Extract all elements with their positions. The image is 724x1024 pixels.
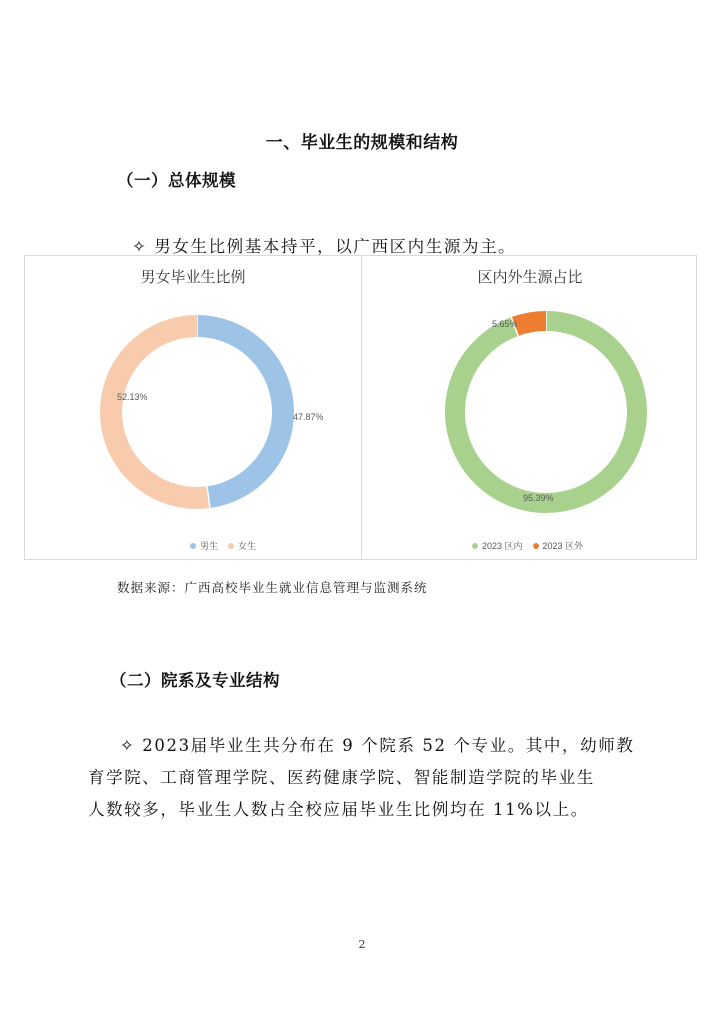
legend-swatch-female — [228, 543, 234, 549]
chart2-svg — [362, 256, 698, 559]
paragraph-line-3: 人数较多，毕业生人数占全校应届毕业生比例均在 11%以上。 — [88, 800, 589, 819]
chart2-title: 区内外生源占比 — [477, 268, 583, 286]
bullet-gender-origin: ✧ 男女生比例基本持平，以广西区内生源为主。 — [132, 237, 517, 256]
donut-slice-1 — [111, 326, 208, 498]
legend-label-outside: 2023 区外 — [542, 541, 584, 551]
subsection-title-department-structure: （二）院系及专业结构 — [110, 671, 280, 690]
legend-swatch-outside — [533, 543, 539, 549]
charts-container — [24, 255, 697, 560]
donut-slice-0 — [197, 326, 283, 497]
chart1-label-male: 47.87% — [293, 412, 324, 422]
legend-label-male: 男生 — [200, 541, 219, 551]
chart1-title: 男女毕业生比例 — [140, 268, 246, 286]
legend-swatch-male — [190, 543, 196, 549]
paragraph-line-2: 育学院、工商管理学院、医药健康学院、智能制造学院的毕业生 — [88, 768, 595, 787]
subsection-title-overall-scale: （一）总体规模 — [117, 171, 236, 190]
donut-slice-1 — [515, 321, 546, 327]
chart2-legend — [472, 539, 583, 552]
data-source-note: 数据来源：广西高校毕业生就业信息管理与监测系统 — [117, 580, 428, 595]
section-title: 一、毕业生的规模和结构 — [265, 133, 459, 153]
legend-label-inside: 2023 区内 — [482, 541, 523, 551]
chart1-label-female: 52.13% — [117, 392, 148, 402]
page-number: 2 — [358, 938, 366, 951]
chart1-legend — [190, 539, 256, 552]
chart1-svg — [25, 256, 361, 559]
chart2-label-outside: 5.65% — [492, 319, 518, 329]
legend-label-female: 女生 — [238, 541, 257, 551]
donut-slice-0 — [455, 321, 637, 503]
paragraph-line-1: ✧ 2023届毕业生共分布在 9 个院系 52 个专业。其中，幼师教 — [120, 736, 635, 755]
legend-swatch-inside — [472, 543, 478, 549]
chart2-label-inside: 95.39% — [523, 493, 554, 503]
